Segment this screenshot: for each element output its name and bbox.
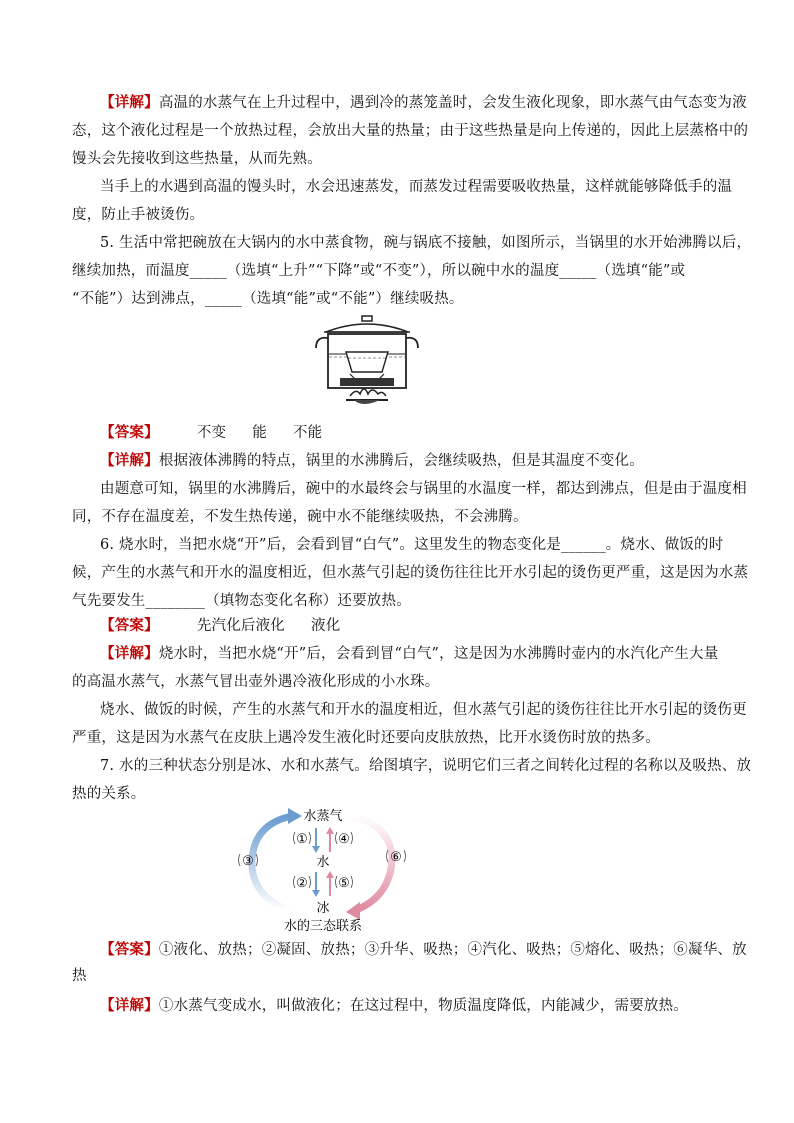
text-line: 烧水、做饭的时候，产生的水蒸气和开水的温度相近，但水蒸气引起的烫伤往往比开水引起的烫伤更 — [100, 702, 747, 718]
state-ice-label: 冰 — [316, 901, 330, 916]
text-line: 热的关系。 — [72, 786, 146, 802]
detail-paragraph: 【详解】高温的水蒸气在上升过程中，遇到冷的蒸笼盖时，会发生液化现象，即水蒸气由气态变为液 — [100, 94, 747, 111]
answer-blank-1: 不变 — [196, 425, 227, 441]
text-line: 的高温水蒸气，水蒸气冒出壶外遇冷液化形成的小水珠。 — [72, 674, 440, 690]
detail-paragraph: 【详解】根据液体沸腾的特点，锅里的水沸腾后，会继续吸热，但是其温度不变化。 — [100, 452, 644, 469]
text-line: 馒头会先接收到这些热量，从而先熟。 — [72, 151, 322, 167]
text-line: “不能”）达到沸点，_____（选填“能”或“不能”）继续吸热。 — [72, 291, 464, 307]
answer-6: 【答案】 先汽化后液化 液化 — [100, 617, 341, 634]
marker-4: ④ — [338, 832, 350, 847]
answer-7: 【答案】①液化、放热；②凝固、放热；③升华、吸热；④汽化、吸热；⑤熔化、吸热；⑥凝华、放 — [100, 941, 747, 958]
detail-paragraph: 【详解】①水蒸气变成水，叫做液化；在这过程中，物质温度降低，内能减少，需要放热。 — [100, 997, 689, 1014]
marker-1: ① — [296, 832, 308, 847]
answer-blank-2: 液化 — [311, 618, 341, 634]
text-line: 候，产生的水蒸气和开水的温度相近，但水蒸气引起的烫伤往往比开水引起的烫伤更严重，这是因为水蒸 — [72, 565, 749, 581]
answer-blank-3: 不能 — [292, 425, 323, 441]
marker-3: ③ — [242, 854, 254, 869]
text-line: 热 — [72, 968, 87, 984]
marker-2: ② — [296, 876, 308, 891]
answer-5: 【答案】 不变 能 不能 — [100, 424, 323, 441]
text-line: 继续加热，而温度_____（选填“上升”“下降”或“不变”），所以碗中水的温度_____（选填“能”或 — [72, 263, 686, 279]
text-line: 由题意可知，锅里的水沸腾后，碗中的水最终会与锅里的水温度一样，都达到沸点，但是由于温度相 — [100, 481, 747, 497]
text-line: 当手上的水遇到高温的馒头时，水会迅速蒸发，而蒸发过程需要吸收热量，这样就能够降低手的温 — [100, 179, 733, 195]
steaming-pot-figure — [312, 314, 422, 414]
text-line: 严重，这是因为水蒸气在皮肤上遇冷发生液化时还要向皮肤放热，比开水烫伤时放的热多。 — [72, 730, 660, 746]
diagram-caption: 水的三态联系 — [283, 919, 363, 934]
detail-tag: 【详解】 — [100, 94, 159, 111]
answer-blank-2: 能 — [252, 425, 267, 441]
detail-paragraph: 【详解】烧水时，当把水烧“开”后，会看到冒“白气”，这是因为水沸腾时壶内的水汽化产生大量 — [100, 645, 719, 662]
question-5: 5. 生活中常把碗放在大锅内的水中蒸食物，碗与锅底不接触，如图所示，当锅里的水开始沸腾以后， — [100, 235, 752, 251]
marker-5: ⑤ — [338, 876, 350, 891]
state-vapor-label: 水蒸气 — [303, 809, 343, 824]
text-line: 同，不存在温度差，不发生热传递，碗中水不能继续吸热，不会沸腾。 — [72, 509, 528, 525]
question-7: 7. 水的三种状态分别是冰、水和水蒸气。给图填字，说明它们三者之间转化过程的名称以及吸热、放 — [100, 758, 752, 774]
three-states-diagram — [230, 798, 420, 936]
answer-blank-1: 先汽化后液化 — [196, 618, 286, 634]
question-6: 6. 烧水时，当把水烧“开”后，会看到冒“白气”。这里发生的物态变化是______。烧水、做饭的时 — [100, 537, 724, 553]
text-line: 态，这个液化过程是一个放热过程，会放出大量的热量；由于这些热量是向上传递的，因此上层蒸格中的 — [72, 123, 749, 139]
state-water-label: 水 — [316, 855, 330, 870]
text-line: 度，防止手被烫伤。 — [72, 207, 205, 223]
marker-6: ⑥ — [390, 850, 402, 865]
text-line: 气先要发生________（填物态变化名称）还要放热。 — [72, 593, 411, 609]
